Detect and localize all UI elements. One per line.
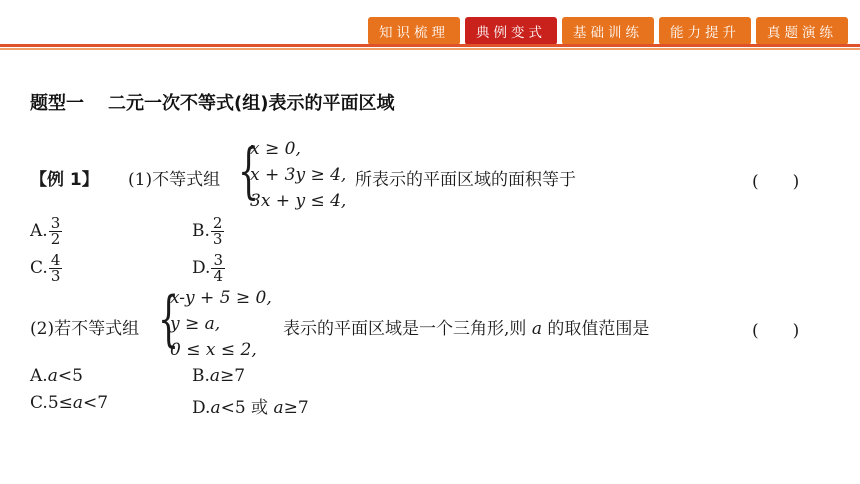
q2-suffix: 表示的平面区域是一个三角形,则 a 的取值范围是: [283, 319, 650, 339]
fraction: $\frac{2}{3}$: [212, 214, 223, 248]
fraction: $\frac{4}{3}$: [50, 251, 61, 285]
q2-option-b[interactable]: B.a≥7: [192, 366, 246, 386]
q1-option-c[interactable]: C. $\frac{4}{3}$: [30, 251, 61, 285]
q2-prefix: (2)若不等式组: [30, 319, 140, 339]
q1-condition-3: 3x + y ≤ 4,: [250, 191, 347, 211]
q1-option-a[interactable]: A. $\frac{3}{2}$: [30, 214, 61, 248]
tab-basic-training[interactable]: 基础训练: [562, 17, 654, 45]
q1-suffix: 所表示的平面区域的面积等于: [355, 170, 576, 190]
q1-option-b[interactable]: B. $\frac{2}{3}$: [192, 214, 223, 248]
tab-ability-improvement[interactable]: 能力提升: [659, 17, 751, 45]
tab-examples[interactable]: 典例变式: [465, 17, 557, 45]
q2-option-c[interactable]: C.5≤a<7: [30, 393, 109, 413]
q1-brace: {: [238, 136, 260, 206]
fraction: $\frac{3}{2}$: [50, 214, 61, 248]
q2-option-d[interactable]: D.a<5 或 a≥7: [192, 398, 309, 418]
top-navigation: [0, 0, 860, 60]
q1-answer-paren: ( ): [752, 172, 800, 192]
q1-condition-2: x + 3y ≥ 4,: [250, 165, 347, 185]
q2-option-a[interactable]: A.a<5: [30, 366, 83, 386]
q2-condition-1: x-y + 5 ≥ 0,: [170, 288, 272, 308]
section-label: 题型一: [30, 93, 84, 114]
header-divider-light: [0, 48, 860, 50]
section-heading: 二元一次不等式(组)表示的平面区域: [108, 93, 395, 114]
tab-knowledge-review[interactable]: 知识梳理: [368, 17, 460, 45]
q1-prefix: (1)不等式组: [128, 170, 221, 190]
q1-option-d[interactable]: D. $\frac{3}{4}$: [192, 251, 223, 285]
tab-bar: [368, 17, 848, 45]
section-title: [30, 89, 394, 115]
example-tag: 【例 1】: [30, 170, 99, 190]
tab-real-exam-practice[interactable]: 真题演练: [756, 17, 848, 45]
q2-answer-paren: ( ): [752, 321, 800, 341]
fraction: $\frac{3}{4}$: [213, 251, 223, 285]
q1-condition-1: x ≥ 0,: [250, 139, 301, 159]
header-divider: [0, 44, 860, 47]
q2-brace: {: [158, 284, 180, 354]
q2-condition-2: y ≥ a,: [170, 314, 221, 334]
q2-condition-3: 0 ≤ x ≤ 2,: [170, 340, 257, 360]
